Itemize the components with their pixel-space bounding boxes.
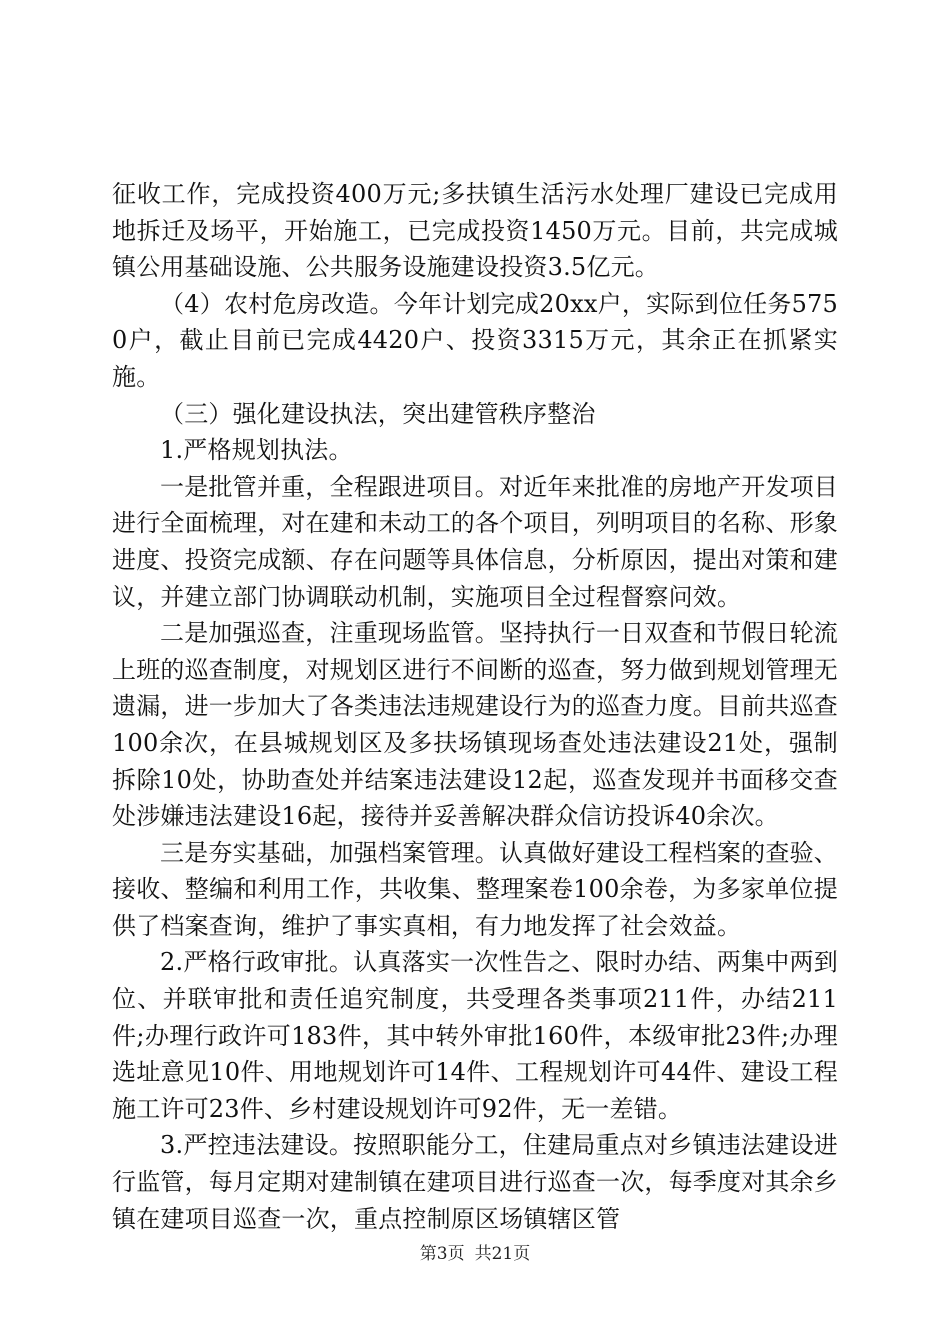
paragraph-inspection: 二是加强巡查，注重现场监管。坚持执行一日双查和节假日轮流上班的巡查制度，对规划区进行不间断的巡查，努力做到规划管理无遗漏，进一步加大了各类违法违规建设行为的巡查力度。目前共巡查100余次，在县城规划区及多扶场镇现场查处违法建设21处，强制拆除10处，协助查处并结案违法建设12起，巡查发现并书面移交查处涉嫌违法建设16起，接待并妥善解决群众信访投诉40余次。 bbox=[112, 619, 838, 831]
paragraph-continuation: 征收工作，完成投资400万元;多扶镇生活污水处理厂建设已完成用地拆迁及场平，开始施工，已完成投资1450万元。目前，共完成城镇公用基础设施、公共服务设施建设投资3.5亿元。 bbox=[112, 180, 838, 282]
page-total: 共21页 bbox=[474, 1244, 531, 1264]
paragraph-illegal-construction: 3.严控违法建设。按照职能分工，住建局重点对乡镇违法建设进行监管，每月定期对建制镇在建项目进行巡查一次，每季度对其余乡镇在建项目巡查一次，重点控制原区场镇辖区管 bbox=[112, 1131, 838, 1233]
document-body bbox=[112, 176, 838, 1237]
section-heading-enforcement: （三）强化建设执法，突出建管秩序整治 bbox=[160, 399, 596, 428]
page-footer bbox=[0, 1242, 950, 1266]
paragraph-archives: 三是夯实基础，加强档案管理。认真做好建设工程档案的查验、接收、整编和利用工作，共收集、整理案卷100余卷，为多家单位提供了档案查询，维护了事实真相，有力地发挥了社会效益。 bbox=[112, 838, 838, 940]
paragraph-administrative-approval: 2.严格行政审批。认真落实一次性告之、限时办结、两集中两到位、并联审批和责任追究制度，共受理各类事项211件，办结211件;办理行政许可183件，其中转外审批160件，本级审批23件;办理选址意见10件、用地规划许可14件、工程规划许可44件、建设工程施工许可23件、乡村建设规划许可92件，无一差错。 bbox=[112, 948, 838, 1123]
page-number: 第3页 bbox=[419, 1244, 465, 1264]
subheading-planning-enforcement: 1.严格规划执法。 bbox=[160, 436, 353, 465]
paragraph-project-tracking: 一是批管并重，全程跟进项目。对近年来批准的房地产开发项目进行全面梳理，对在建和未动工的各个项目，列明项目的名称、形象进度、投资完成额、存在问题等具体信息，分析原因，提出对策和建议，并建立部门协调联动机制，实施项目全过程督察问效。 bbox=[112, 472, 838, 611]
paragraph-rural-housing: （4）农村危房改造。今年计划完成20xx户，实际到位任务5750户，截止目前已完成4420户、投资3315万元，其余正在抓紧实施。 bbox=[112, 289, 838, 391]
